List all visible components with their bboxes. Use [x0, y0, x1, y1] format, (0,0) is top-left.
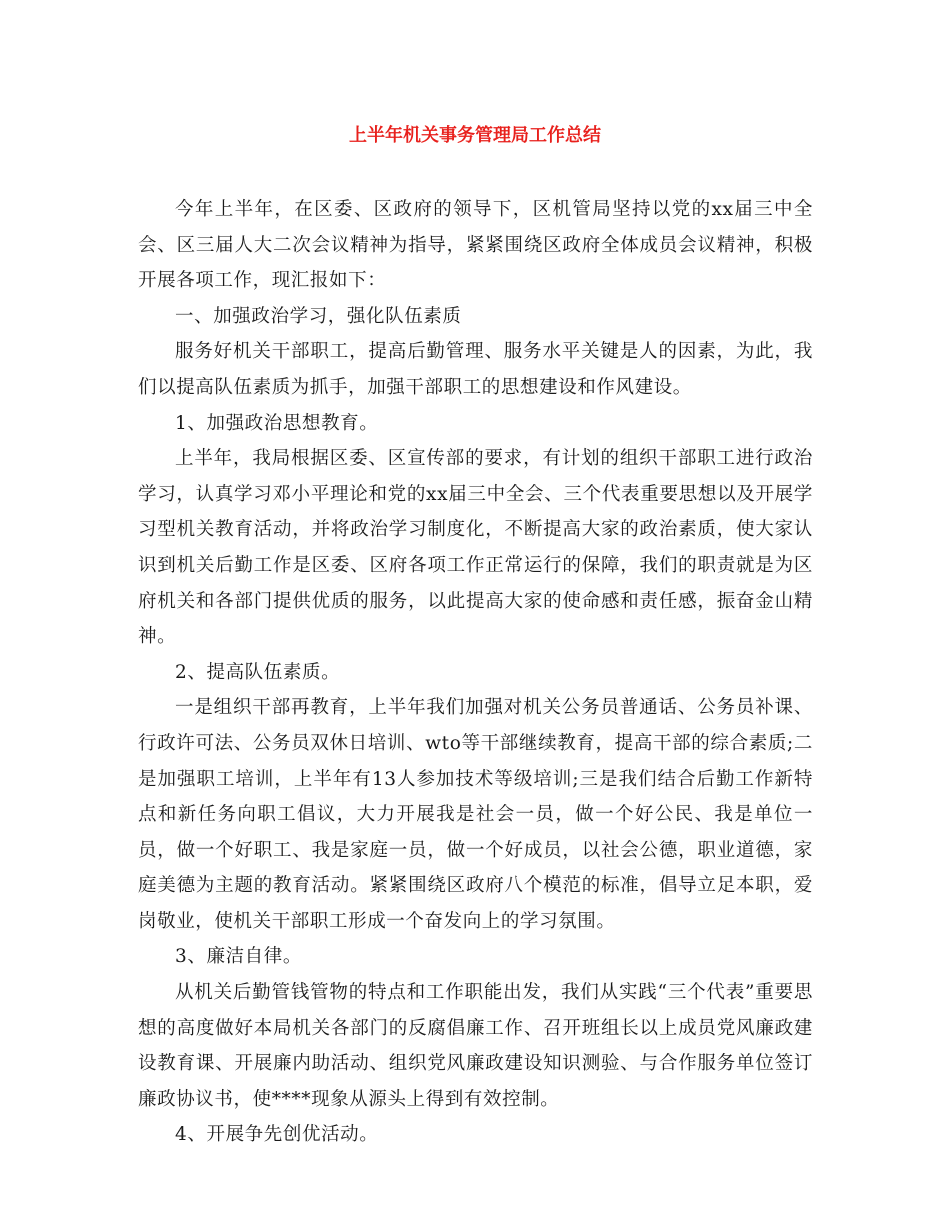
paragraph: 一是组织干部再教育，上半年我们加强对机关公务员普通话、公务员补课、行政许可法、公务员双休日培训、wto等干部继续教育，提高干部的综合素质;二是加强职工培训，上半年有13人参加技术等级培训;三是我们结合后勤工作新特点和新任务向职工倡议，大力开展我是社会一员，做一个好公民、我是单位一员，做一个好职工、我是家庭一员，做一个好成员，以社会公德，职业道德，家庭美德为主题的教育活动。紧紧围绕区政府八个模范的标准，倡导立足本职，爱岗敬业，使机关干部职工形成一个奋发向上的学习氛围。 — [138, 697, 813, 932]
document-body — [138, 192, 813, 1153]
paragraph: 从机关后勤管钱管物的特点和工作职能出发，我们从实践“三个代表”重要思想的高度做好本局机关各部门的反腐倡廉工作、召开班组长以上成员党风廉政建设教育课、开展廉内助活动、组织党风廉政建设知识测验、与合作服务单位签订廉政协议书，使****现象从源头上得到有效控制。 — [138, 982, 813, 1110]
paragraph: 上半年，我局根据区委、区宣传部的要求，有计划的组织干部职工进行政治学习，认真学习邓小平理论和党的xx届三中全会、三个代表重要思想以及开展学习型机关教育活动，并将政治学习制度化，不断提高大家的政治素质，使大家认识到机关后勤工作是区委、区府各项工作正常运行的保障，我们的职责就是为区府机关和各部门提供优质的服务，以此提高大家的使命感和责任感，振奋金山精神。 — [138, 448, 813, 648]
subsection-heading-2: 2、提高队伍素质。 — [175, 661, 341, 683]
paragraph-intro: 今年上半年，在区委、区政府的领导下，区机管局坚持以党的xx届三中全会、区三届人大二次会议精神为指导，紧紧围绕区政府全体成员会议精神，积极开展各项工作，现汇报如下： — [138, 199, 813, 292]
section-heading-1: 一、加强政治学习，强化队伍素质 — [175, 305, 462, 327]
subsection-heading-4: 4、开展争先创优活动。 — [175, 1124, 379, 1146]
document-title: 上半年机关事务管理局工作总结 — [349, 125, 601, 146]
paragraph: 服务好机关干部职工，提高后勤管理、服务水平关键是人的因素，为此，我们以提高队伍素质为抓手，加强干部职工的思想建设和作风建设。 — [138, 341, 813, 398]
subsection-heading-3: 3、廉洁自律。 — [175, 946, 302, 968]
subsection-heading-1: 1、加强政治思想教育。 — [175, 412, 379, 434]
